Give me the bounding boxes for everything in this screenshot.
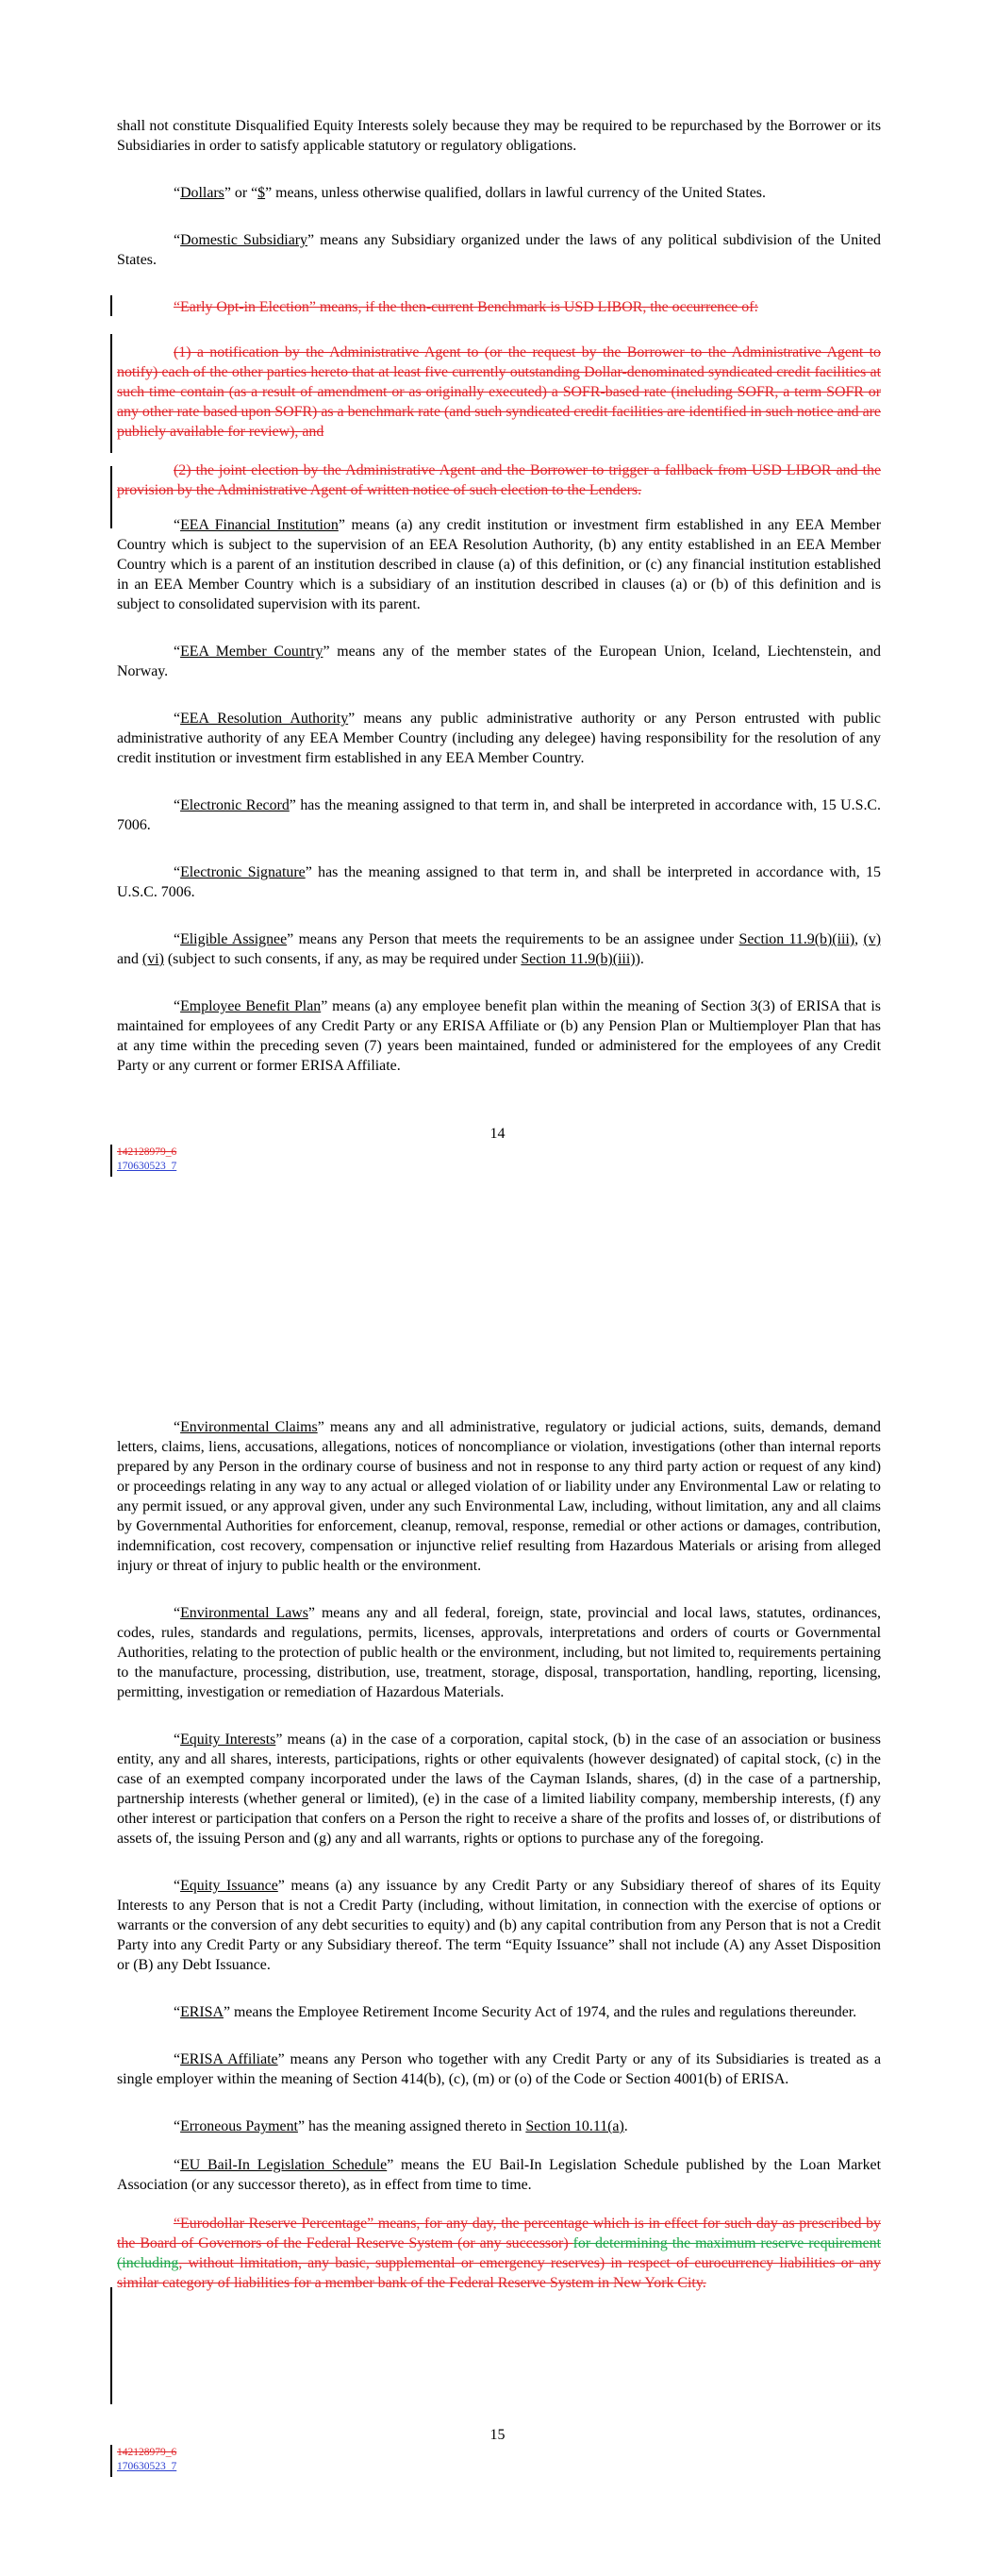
defined-term: Dollars [180,185,224,201]
section-reference: Section 11.9(b)(iii) [738,931,855,947]
definition-electronic-record: “Electronic Record” has the meaning assigned to that term in, and shall be interpreted in accordance with, 15 U.S.C. 7006. [117,797,882,833]
change-bar [110,1145,112,1177]
deleted-eurodollar-reserve-percentage: “Eurodollar Reserve Percentage” means, for any day, the percentage which is in effect for such day as prescribed by the Board of Governors of the Federal Reserve System (or any successor) for determining the maximum reserve requirement (including, without limitation, any basic, supplemental or emergency reserves) in respect of eurocurrency liabilities or any similar category of liabilities for a member bank of the Federal Reserve System in New York City. [117,2216,881,2291]
definition-equity-interests: “Equity Interests” means (a) in the case of a corporation, capital stock, (b) in the case of an association or business entity, any and all shares, interests, participations, rights or other equivalents (however designated) of capital stock, (c) in the case of an exempted company incorporated under the laws of the Cayman Islands, shares, (d) in the case of a partnership, partnership interests (whether general or limited), (e) in the case of a limited liability company, membership interests, (f) any other interest or participation that confers on a Person the right to receive a share of the profits and losses of, or distributions of assets of, the issuing Person and (g) any and all warrants, rights or options to purchase any of the foregoing. [117,1731,881,1847]
definition-erroneous-payment: “Erroneous Payment” has the meaning assigned thereto in Section 10.11(a). [174,2118,628,2134]
new-document-id: 170630523_7 [117,1161,177,1172]
defined-term: Environmental Laws [180,1605,308,1621]
defined-term: Equity Issuance [180,1878,278,1894]
definition-equity-issuance: “Equity Issuance” means (a) any issuance by any Credit Party or any Subsidiary thereof of shares of its Equity Interests to any Person that is not a Credit Party (including, without limitation, in connection with the exercise of options or warrants or the conversion of any debt securities to equity) and (b) any capital contribution from any Person that is not a Credit Party into any Credit Party or any Subsidiary thereof. The term “Equity Issuance” shall not include (A) any Asset Disposition or (B) any Debt Issuance. [117,1878,881,1973]
old-document-id: 142128979_6 [117,2447,177,2458]
defined-term: EU Bail-In Legislation Schedule [180,2157,388,2173]
definition-employee-benefit-plan: “Employee Benefit Plan” means (a) any employee benefit plan within the meaning of Section 3(3) of ERISA that is maintained for employees of any Credit Party or any ERISA Affiliate or (b) any Pension Plan or Multiemployer Plan that has at any time within the preceding seven (7) years been maintained, funded or administered for the employees of any Credit Party or any current or former ERISA Affiliate. [117,998,881,1074]
change-bar [110,334,112,453]
disqualified-equity-continuation: shall not constitute Disqualified Equity Interests solely because they may be required to be repurchased by the Borrower or its Subsidiaries in order to satisfy applicable statutory or regulatory obligations. [117,118,881,154]
defined-term: Electronic Record [180,797,290,813]
clause-label: g [319,1831,327,1847]
page-number: 15 [489,2427,506,2443]
page-body [117,116,881,1103]
defined-term: Equity Interests [180,1731,276,1748]
section-reference: (vi) [141,951,164,967]
definition-erisa: “ERISA” means the Employee Retirement Income Security Act of 1974, and the rules and regulations thereunder. [174,2004,857,2020]
definition-dollars: “Dollars” or “$” means, unless otherwise qualified, dollars in lawful currency of the United States. [174,185,766,201]
deleted-early-opt-in-clause-1: (1) a notification by the Administrative Agent to (or the request by the Borrower to the Administrative Agent to notify) each of the other parties hereto that at least five currently outstanding Dollar-denominated syndicated credit facilities at such time contain (as a result of amendment or as originally executed) a SOFR-based rate (including SOFR, a term SOFR or any other rate based upon SOFR) as a benchmark rate (and such syndicated credit facilities are identified in such notice and are publicly available for review), and [117,344,881,440]
page-body [117,1417,881,2320]
deleted-early-opt-in-clause-2: (2) the joint election by the Administrative Agent and the Borrower to trigger a fallback from USD LIBOR and the provision by the Administrative Agent of written notice of such election to the Lenders. [117,462,881,498]
defined-term: EEA Financial Institution [180,517,339,533]
section-reference: (v) [863,931,882,947]
defined-term: $ [257,185,266,201]
moved-text: for determining the maximum reserve requirement (including [117,2235,881,2271]
change-bar [110,466,112,528]
defined-term: Employee Benefit Plan [180,998,322,1014]
defined-term: ERISA [180,2004,224,2020]
defined-term: EEA Resolution Authority [180,711,349,727]
definition-eea-member-country: “EEA Member Country” means any of the member states of the European Union, Iceland, Liechtenstein, and Norway. [117,644,881,679]
definition-electronic-signature: “Electronic Signature” has the meaning assigned to that term in, and shall be interpreted in accordance with, 15 U.S.C. 7006. [117,864,881,900]
change-bar [110,295,112,316]
defined-term: Domestic Subsidiary [180,232,308,248]
defined-term: ERISA Affiliate [180,2051,278,2067]
change-bar [110,2445,112,2477]
old-document-id: 142128979_6 [117,1146,177,1158]
defined-term: Eligible Assignee [180,931,288,947]
defined-term: Erroneous Payment [180,2118,298,2134]
deleted-early-opt-in-election: “Early Opt-in Election” means, if the then-current Benchmark is USD LIBOR, the occurrence of: [174,299,758,315]
section-reference: Section 10.11(a) [525,2118,624,2134]
definition-environmental-laws: “Environmental Laws” means any and all federal, foreign, state, provincial and local laws, statutes, ordinances, codes, rules, standards and regulations, permits, licenses, approvals, interpretations and orders of courts or Governmental Authorities, relating to the protection of public health or the environment, including, but not limited to, requirements pertaining to the manufacture, processing, distribution, use, treatment, storage, disposal, transportation, handling, reporting, licensing, permitting, investigation or remediation of Hazardous Materials. [117,1605,881,1700]
definition-erisa-affiliate: “ERISA Affiliate” means any Person who together with any Credit Party or any of its Subsidiaries is treated as a single employer within the meaning of Section 414(b), (c), (m) or (o) of the Code or Section 4001(b) of ERISA. [117,2051,881,2087]
page-15 [0,1288,995,2576]
defined-term: EEA Member Country [180,644,323,660]
definition-eu-bail-in-legislation-schedule: “EU Bail-In Legislation Schedule” means the EU Bail-In Legislation Schedule published by the Loan Market Association (or any successor thereto), as in effect from time to time. [117,2157,881,2193]
document-id [117,1146,176,1174]
document-id [117,2446,176,2474]
page-number: 14 [489,1126,506,1142]
definition-environmental-claims: “Environmental Claims” means any and all administrative, regulatory or judicial actions, suits, demands, demand letters, claims, liens, accusations, allegations, notices of noncompliance or violation, investigations (other than internal reports prepared by any Person in the ordinary course of business and not in response to any third party action or request of any kind) or proceedings relating in any way to any actual or alleged violation of or liability under any Environmental Law or relating to any permit issued, or any approval given, under any such Environmental Law, including, without limitation, any and all claims by Governmental Authorities for enforcement, cleanup, removal, response, remedial or other actions or damages, contribution, indemnification, cost recovery, compensation or injunctive relief resulting from Hazardous Materials or arising from alleged injury or threat of injury to public health or the environment. [117,1419,881,1574]
definition-eea-financial-institution: “EEA Financial Institution” means (a) any credit institution or investment firm established in any EEA Member Country which is subject to the supervision of an EEA Resolution Authority, (b) any entity established in an EEA Member Country which is a parent of an institution described in clause (a) of this definition, or (c) any financial institution established in an EEA Member Country which is a subsidiary of an institution described in clauses (a) or (b) of this definition and is subject to consolidated supervision with its parent. [117,517,881,612]
definition-eea-resolution-authority: “EEA Resolution Authority” means any public administrative authority or any Person entrusted with public administrative authority of any EEA Member Country (including any delegee) having responsibility for the resolution of any credit institution or investment firm established in any EEA Member Country. [117,711,881,766]
definition-eligible-assignee: “Eligible Assignee” means any Person that meets the requirements to be an assignee under Section 11.9(b)(iii), (v) and (vi) (subject to such consents, if any, as may be required under Section 11.9(b)(iii)). [117,931,882,967]
new-document-id: 170630523_7 [117,2461,177,2472]
section-reference: Section 11.9(b)(iii) [521,951,636,967]
change-bar [110,2287,112,2404]
defined-term: Electronic Signature [180,864,306,880]
defined-term: Environmental Claims [180,1419,318,1435]
definition-domestic-subsidiary: “Domestic Subsidiary” means any Subsidiary organized under the laws of any political subdivision of the United States. [117,232,881,268]
